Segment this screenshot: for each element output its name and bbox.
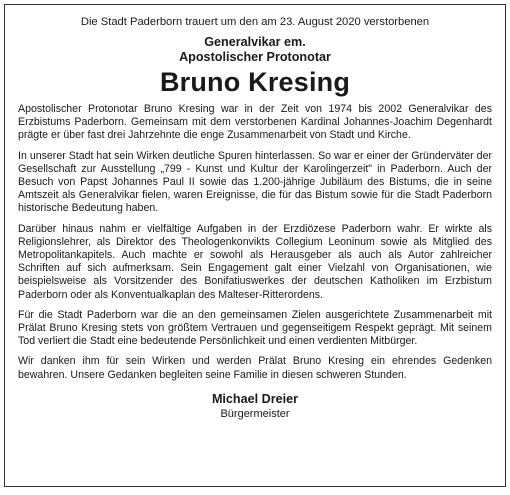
body-text <box>18 103 492 382</box>
intro-line: Die Stadt Paderborn trauert um den am 23. August 2020 verstorbenen <box>80 16 430 28</box>
deceased-name: Bruno Kresing <box>159 67 351 97</box>
paragraph-4: Für die Stadt Paderborn war die an den gemeinsamen Zielen ausgerichtete Zusammenarbeit mit Prälat Bruno Kresing stets von größtem Vertrauen und gegenseitigem Respekt geprägt. Mit seinem Tod verliert die Stadt eine bedeutende Persönlichkeit und einen verdienten Mitbürger. <box>18 308 492 348</box>
obituary-notice <box>4 4 506 487</box>
paragraph-1: Apostolischer Protonotar Bruno Kresing war in der Zeit von 1974 bis 2002 Generalvikar des Erzbistums Paderborn. Gemeinsam mit dem verstorbenen Kardinal Johannes-Joachim Degenhardt prägte er über fast drei Jahrzehnte die enge Zusammenarbeit von Stadt und Kirche. <box>18 103 492 142</box>
signature-name: Michael Dreier <box>211 391 299 406</box>
title-block <box>18 35 492 65</box>
paragraph-3: Darüber hinaus nahm er vielfältige Aufgaben in der Erzdiözese Paderborn wahr. Er wirkte als Religionslehrer, als Direktor des Theologenkonvikts Collegium Leoninum sowie als Mitglied des Metropolitankapitels. Auch machte er sowohl als Herausgeber als auch als Autor zahlreicher Schriften auf sich aufmerksam. Sein Engagement galt einer Vielzahl von Organisationen, wie beispielsweise als Vorsitzender des Bonifatiuswerkes der deutschen Katholiken im Erzbistum Paderborn oder als Konventualkaplan des Malteser-Ritterordens. <box>18 222 492 301</box>
paragraph-2: In unserer Stadt hat sein Wirken deutliche Spuren hinterlassen. So war er einer der Gründerväter der Gesellschaft zur Ausstellung „799 - Kunst und Kultur der Karolingerzeit" in Paderborn. Auch der Besuch von Papst Johannes Paul II sowie das 1.200-jährige Jubiläum des Bistums, die in seine Amtszeit als Generalvikar fielen, waren Ereignisse, die für das Bistum sowie für die Stadt Paderborn historische Bedeutung haben. <box>18 149 492 215</box>
title-line-1: Generalvikar em. <box>204 35 306 49</box>
signature-block <box>18 392 492 421</box>
paragraph-5: Wir danken ihm für sein Wirken und werden Prälat Bruno Kresing ein ehrendes Gedenken bewahren. Unsere Gedanken begleiten seine Familie in diesen schweren Stunden. <box>18 355 492 381</box>
title-line-2: Apostolischer Protonotar <box>179 50 331 64</box>
signature-role: Bürgermeister <box>220 407 290 420</box>
